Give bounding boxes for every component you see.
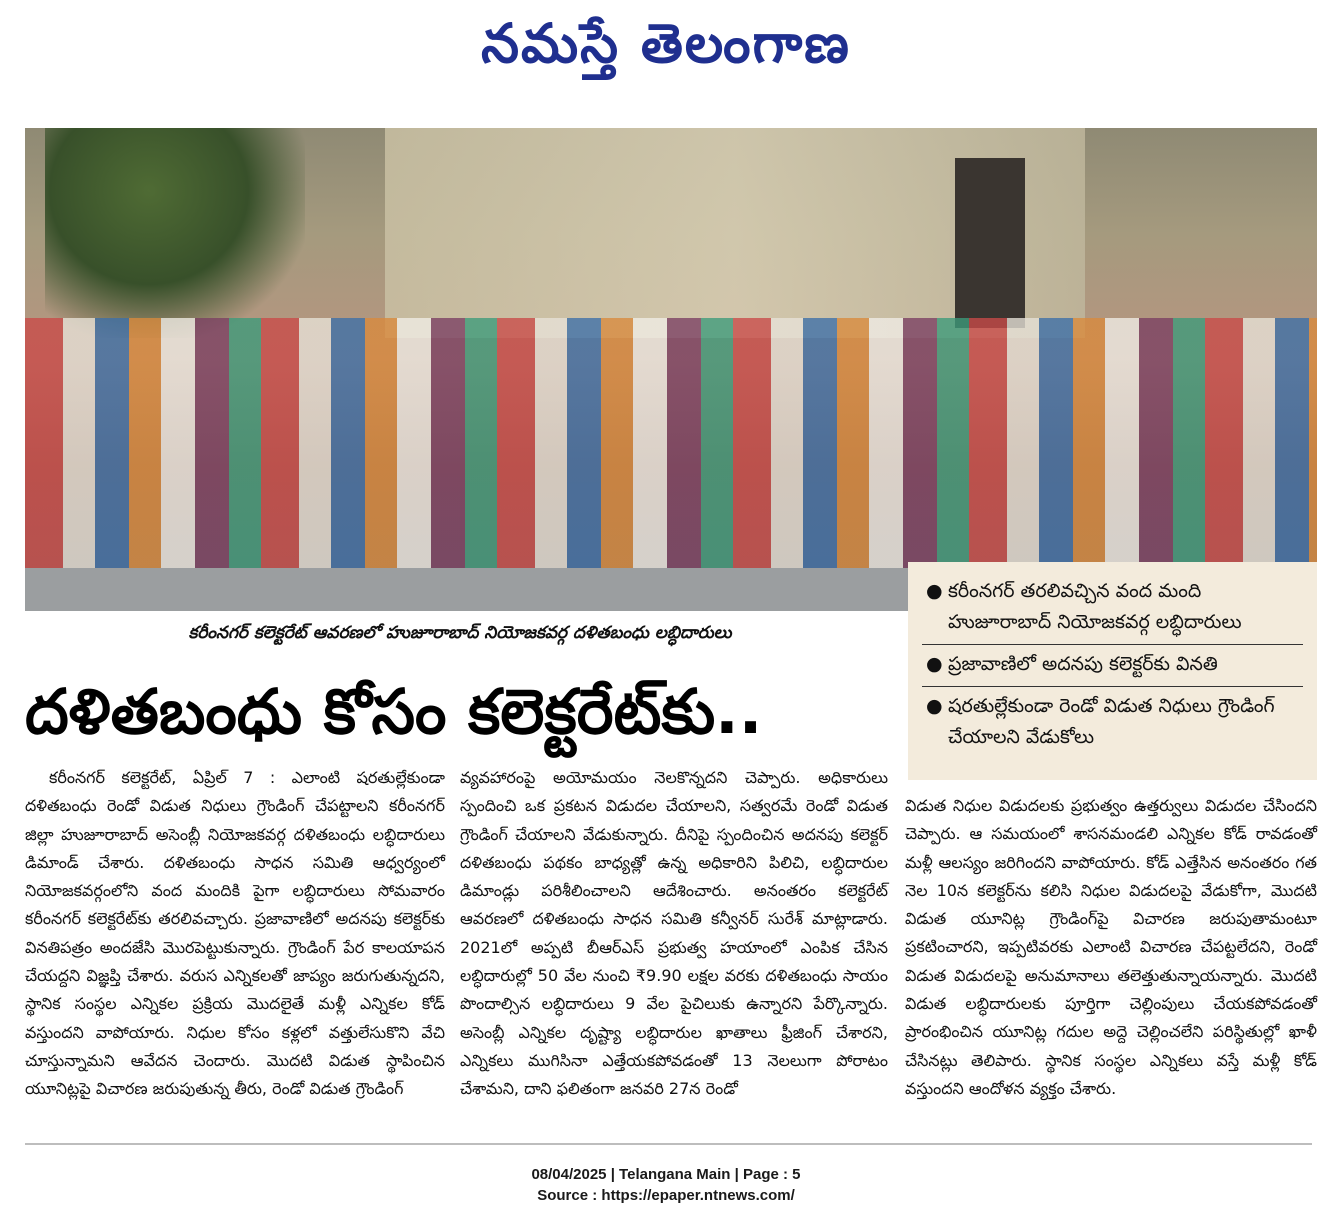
article-paragraph: విడుత నిధుల విడుదలకు ప్రభుత్వం ఉత్తర్వులు విడుదల చేసిందని చెప్పారు. ఆ సమయంలో శాసనమండలి ఎన్నికల కోడ్ రావడంతో మళ్లీ ఆలస్యం జరిగిందని వాపోయారు. కోడ్ ఎత్తేసిన అనంతరం గత నెల 10న కలెక్టర్‌ను కలిసి నిధుల విడుదలపై వేడుకోగా, మొదటి విడుత యూనిట్ల గ్రౌండింగ్‌పై విచారణ జరుపుతామంటూ ప్రకటించారని, ఇప్పటివరకు ఎలాంటి విచారణ చేపట్టలేదని, రెండో విడుత విడుదలపై అనుమానాలు తలెత్తుతున్నాయన్నారు. మొదటి విడుత లబ్ధిదారులకు పూర్తిగా చెల్లింపులు చేయకపోవడంతో ప్రారంభించిన యూనిట్ల గదుల అద్దె చెల్లించలేని పరిస్థితుల్లో ఖాళీ చేసినట్లు తెలిపారు. స్థానిక సంస్థల ఎన్నికలు వస్తే మళ్లీ కోడ్ వస్తుందని ఆందోళన వ్యక్తం చేశారు. [905,796,1317,1098]
highlight-item [922,572,1303,644]
news-photo [25,128,1317,611]
article-column-3 [905,792,1317,1103]
highlight-item [922,686,1303,759]
footer-source-link[interactable]: Source : https://epaper.ntnews.com/ [537,1187,795,1204]
photo-crowd [25,318,1317,578]
masthead-logo: నమస్తే తెలంగాణ [481,11,851,75]
highlight-text: షరతుల్లేకుండా రెండో విడుత నిధులు గ్రౌండింగ్ చేయాలని వేడుకోలు [948,695,1275,748]
photo-doorway [955,158,1025,328]
article-headline: దళితబంధు కోసం కలెక్టరేట్‌కు.. [25,675,763,748]
bullet-icon: ● [926,580,943,602]
bullet-icon: ● [926,695,943,717]
highlight-text: కరీంనగర్ తరలివచ్చిన వంద మంది హుజూరాబాద్ నియోజకవర్గ లబ్ధిదారులు [948,580,1242,633]
bullet-icon: ● [926,653,943,675]
footer-date-page: 08/04/2025 | Telangana Main | Page : 5 [531,1166,801,1183]
highlight-item [922,644,1303,686]
article-paragraph: వ్యవహారంపై అయోమయం నెలకొన్నదని చెప్పారు. అధికారులు స్పందించి ఒక ప్రకటన విడుదల చేయాలని, సత్వరమే రెండో విడుత గ్రౌండింగ్ చేయాలని వేడుకున్నారు. దీనిపై స్పందించిన అదనపు కలెక్టర్ దళితబంధు పథకం బాధ్యత్లో ఉన్న అధికారిని పిలిచి, లబ్ధిదారుల డిమాండ్లు పరిశీలించాలని ఆదేశించారు. అనంతరం కలెక్టరేట్ ఆవరణలో దళితబంధు సాధన సమితి కన్వీనర్ సురేశ్ మాట్లాడారు. 2021లో అప్పటి బీఆర్‌ఎస్ ప్రభుత్వ హయాంలో ఎంపిక చేసిన లబ్ధిదారుల్లో 50 వేల నుంచి ₹9.90 లక్షల వరకు దళితబంధు సాయం పొందాల్సిన లబ్ధిదారులు 9 వేల పైచిలుకు ఉన్నారని పేర్కొన్నారు. అసెంబ్లీ ఎన్నికల దృష్ట్యా లబ్ధిదారుల ఖాతాలు ఫ్రీజింగ్ చేశారని, ఎన్నికలు ముగిసినా ఎత్తేయకపోవడంతో 13 నెలలుగా పోరాటం చేశామని, దాని ఫలితంగా జనవరి 27న రెండో [460,768,888,1099]
highlights-box [908,562,1317,780]
article-paragraph: కరీంనగర్ కలెక్టరేట్, ఏప్రిల్ 7 : ఎలాంటి షరతుల్లేకుండా దళితబంధు రెండో విడుత నిధులు గ్రౌండింగ్ చేపట్టాలని కరీంనగర్ జిల్లా హుజూరాబాద్ అసెంబ్లీ నియోజకవర్గ దళితబంధు లబ్ధిదారులు డిమాండ్ చేశారు. దళితబంధు సాధన సమితి ఆధ్వర్యంలో నియోజకవర్గంలోని వంద మందికి పైగా లబ్ధిదారులు సోమవారం కరీంనగర్ కలెక్టరేట్‌కు తరలివచ్చారు. ప్రజావాణిలో అదనపు కలెక్టర్‌కు వినతిపత్రం అందజేసి మొరపెట్టుకున్నారు. గ్రౌండింగ్ పేర కాలయాపన చేయద్దని విజ్ఞప్తి చేశారు. వరుస ఎన్నికలతో జాప్యం జరుగుతున్నదని, స్థానిక సంస్థల ఎన్నికల ప్రక్రియ మొదలైతే మళ్లీ ఎన్నికల కోడ్ వస్తుందని వాపోయారు. నిధుల కోసం కళ్లలో వత్తులేసుకొని వేచి చూస్తున్నామని ఆవేదన చెందారు. మొదటి విడుత స్థాపించిన యూనిట్లపై విచారణ జరుపుతున్న తీరు, రెండో విడుత గ్రౌండింగ్ [25,768,445,1099]
article-column-1 [25,764,445,1104]
highlight-text: ప్రజావాణిలో అదనపు కలెక్టర్‌కు వినతి [948,653,1218,675]
photo-palm-tree [45,128,305,338]
photo-caption: కరీంనగర్ కలెక్టరేట్ ఆవరణలో హుజూరాబాద్ నియోజకవర్గ దళితబంధు లబ్ధిదారులు [188,623,732,643]
footer-divider [25,1143,1312,1145]
article-column-2 [460,764,888,1104]
